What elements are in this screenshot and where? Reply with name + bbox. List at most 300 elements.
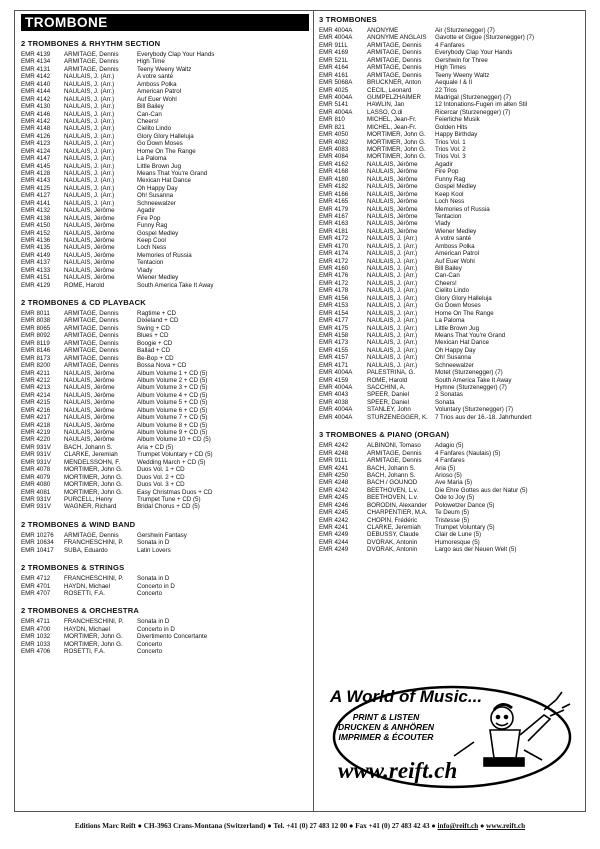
- composer: MORTIMER, John G.: [64, 466, 123, 474]
- catalog-row: [319, 399, 583, 406]
- title: South America Take It Away: [435, 376, 512, 384]
- title: Teeny Weeny Waltz: [435, 71, 490, 79]
- title: South America Take It Away: [137, 281, 214, 289]
- title: Wiener Medley: [137, 274, 179, 282]
- catalog-number: EMR 4248: [319, 479, 349, 487]
- title: American Patrol: [137, 88, 182, 96]
- catalog-row: [319, 362, 583, 369]
- section-title: 2 TROMBONES & CD PLAYBACK: [21, 298, 146, 307]
- composer: DVORAK, Antonin: [367, 538, 418, 546]
- catalog-number: EMR 4182: [319, 183, 349, 191]
- composer: ARMITAGE, Dennis: [64, 531, 119, 539]
- title: Funny Rag: [137, 222, 168, 230]
- catalog-row: [319, 325, 583, 332]
- catalog-row: [319, 339, 583, 346]
- composer: CLARKE, Jeremiah: [367, 524, 421, 531]
- composer: ARMITAGE, Dennis: [64, 58, 119, 66]
- title: Duos Vol. 3 + CD: [137, 481, 185, 489]
- title: Tristesse (5): [435, 516, 470, 524]
- composer: LASSO, O.di: [367, 108, 403, 116]
- catalog-number: EMR 4165: [319, 198, 349, 206]
- composer: ROSETTI, F.A.: [64, 590, 105, 597]
- catalog-row: [21, 140, 309, 147]
- catalog-row: [21, 362, 309, 369]
- catalog-number: EMR 911L: [319, 457, 348, 465]
- catalog-number: EMR 8173: [21, 354, 51, 362]
- catalog-number: EMR 4706: [21, 648, 51, 656]
- catalog-number: EMR 4043: [319, 391, 349, 399]
- title: Keep Kool: [435, 190, 464, 198]
- catalog-number: EMR 8146: [21, 347, 51, 355]
- catalog-row: [319, 72, 583, 79]
- catalog-row: [319, 139, 583, 146]
- catalog-row: [319, 79, 583, 86]
- composer: ANONYME: [367, 27, 399, 34]
- catalog-number: EMR 4130: [21, 103, 51, 111]
- composer: NAULAIS, J. (Arr.): [64, 147, 115, 155]
- composer: NAULAIS, J. (Arr.): [64, 73, 115, 81]
- catalog-number: EMR 1033: [21, 640, 51, 648]
- title: Little Brown Jug: [137, 162, 182, 170]
- catalog-number: EMR 4175: [319, 324, 349, 332]
- catalog-row: [319, 465, 583, 472]
- catalog-number: EMR 4123: [21, 140, 51, 148]
- catalog-number: EMR 4135: [21, 244, 51, 252]
- catalog-row: [319, 517, 583, 524]
- composer: ARMITAGE, Dennis: [367, 449, 422, 457]
- composer: NAULAIS, J. (Arr.): [64, 95, 115, 103]
- footer-email-link[interactable]: info@reift.ch: [437, 822, 479, 830]
- catalog-number: EMR 8065: [21, 324, 51, 332]
- composer: HAYDN, Michael: [64, 625, 110, 633]
- catalog-number: EMR 4150: [21, 222, 51, 230]
- catalog-row: [319, 243, 583, 250]
- title: Everybody Clap Your Hands: [137, 51, 215, 58]
- catalog-number: EMR 4153: [319, 302, 349, 310]
- catalog-row: [21, 148, 309, 155]
- catalog-number: EMR 4152: [21, 229, 51, 237]
- catalog-number: EMR 4171: [319, 361, 349, 369]
- catalog-row: [21, 259, 309, 266]
- composer: NAULAIS, Jérôme: [367, 220, 418, 228]
- catalog-row: [319, 332, 583, 339]
- title: 12 Intonations-Fugen im alten Stil: [435, 101, 528, 109]
- catalog-row: [319, 183, 583, 190]
- title: Latin Lovers: [137, 546, 171, 554]
- composer: ARMITAGE, Dennis: [367, 457, 422, 465]
- catalog-row: [319, 94, 583, 101]
- catalog-number: EMR 4712: [21, 575, 51, 583]
- catalog-number: EMR 4214: [21, 391, 51, 399]
- composer: NAULAIS, Jérôme: [64, 266, 115, 274]
- composer: GUMPELZHAIMER: [367, 93, 421, 101]
- catalog-row: [21, 185, 309, 192]
- composer: BORODIN, Alexander: [367, 501, 427, 509]
- catalog-row: [319, 384, 583, 391]
- composer: NAULAIS, J. (Arr.): [367, 324, 418, 332]
- composer: CECIL, Leonard: [367, 86, 412, 94]
- title: Mexican Hat Dance: [137, 177, 191, 185]
- composer: MORTIMER, John G.: [367, 153, 426, 161]
- composer: ROSETTI, F.A.: [64, 648, 105, 656]
- catalog-row: [21, 274, 309, 281]
- composer: ROME, Harold: [367, 376, 408, 384]
- catalog-row: [319, 391, 583, 398]
- catalog-row: [21, 414, 309, 421]
- catalog-number: EMR 4244: [319, 538, 349, 546]
- catalog-row: [21, 496, 309, 503]
- catalog-row: [21, 347, 309, 354]
- catalog-row: [319, 49, 583, 56]
- catalog-row: [319, 442, 583, 449]
- composer: HAYDN, Michael: [64, 582, 110, 590]
- catalog-number: EMR 4711: [21, 618, 50, 626]
- title: Trios Vol. 3: [435, 153, 466, 161]
- title: Aequale I & II: [435, 79, 473, 87]
- composer: PALESTRINA, G.: [367, 369, 416, 377]
- title: Te Deum (5): [435, 509, 470, 517]
- catalog-number: EMR 4176: [319, 272, 349, 280]
- composer: NAULAIS, Jérôme: [64, 406, 115, 414]
- composer: NAULAIS, J. (Arr.): [64, 140, 115, 148]
- catalog-row: [319, 280, 583, 287]
- catalog-row: [319, 206, 583, 213]
- title: Home On The Range: [435, 309, 494, 317]
- right-column: [319, 11, 583, 554]
- composer: NAULAIS, Jérôme: [367, 175, 418, 183]
- catalog-number: EMR 4241: [319, 524, 349, 531]
- page-banner: TROMBONE: [21, 14, 309, 31]
- title: Cielito Lindo: [435, 287, 470, 295]
- catalog-number: EMR 8011: [21, 310, 50, 317]
- catalog-row: [21, 451, 309, 458]
- catalog-row: [21, 310, 309, 317]
- title: Glory Glory Halleluja: [137, 132, 194, 140]
- composer: CHARPENTIER, M.A.: [367, 509, 428, 517]
- title: Duos Vol. 1 + CD: [137, 466, 185, 474]
- title: Schneewalzer: [435, 361, 474, 369]
- title: Hymne (Sturzenegger) (7): [435, 384, 507, 391]
- title: Loch Ness: [137, 244, 167, 252]
- title: Ballad + CD: [137, 347, 171, 355]
- catalog-number: EMR 4131: [21, 65, 51, 73]
- composer: BRUCKNER, Anton: [367, 79, 421, 87]
- title: Album Volume 10 + CD (5): [137, 436, 211, 444]
- catalog-number: EMR 4140: [21, 80, 51, 88]
- catalog-row: [21, 282, 309, 289]
- title: Arioso (5): [435, 471, 462, 479]
- title: Album Volume 4 + CD (5): [137, 391, 208, 399]
- catalog-row: [319, 546, 583, 553]
- composer: NAULAIS, J. (Arr.): [64, 80, 115, 88]
- title: Auf Euer Wohl: [435, 257, 475, 265]
- catalog-number: EMR 1032: [21, 633, 51, 641]
- composer: NAULAIS, Jérôme: [367, 198, 418, 206]
- composer: MENDELSSOHN, F.: [64, 458, 121, 466]
- catalog-row: [21, 399, 309, 406]
- logo-line1: PRINT & LISTEN: [352, 712, 420, 722]
- title: Polowetzer Dance (5): [435, 501, 495, 509]
- title: Can-Can: [137, 110, 162, 118]
- catalog-number: EMR 4701: [21, 582, 51, 590]
- composer: WAGNER, Richard: [64, 503, 117, 511]
- composer: NAULAIS, J. (Arr.): [367, 339, 418, 347]
- catalog-number: EMR 4242: [319, 516, 349, 524]
- catalog-row: [21, 192, 309, 199]
- footer-address: Editions Marc Reift ● CH-3963 Crans-Montana (Switzerland) ● Tel. +41 (0) 27 483 12 00 ● Fax +41 (0) 27 483 42 43 ●: [74, 822, 438, 830]
- catalog-number: EMR 8092: [21, 332, 51, 340]
- catalog-number: EMR 4177: [319, 317, 349, 325]
- composer: MORTIMER, John G.: [367, 131, 426, 139]
- catalog-row: [319, 406, 583, 413]
- composer: BEETHOVEN, L.v.: [367, 486, 419, 494]
- footer-web-link[interactable]: www.reift.ch: [486, 822, 526, 830]
- title: Amboss Polka: [137, 80, 177, 88]
- catalog-number: EMR 4161: [319, 71, 349, 79]
- catalog-row: [319, 168, 583, 175]
- composer: MORTIMER, John G.: [64, 640, 123, 648]
- catalog-number: EMR 4181: [319, 227, 349, 235]
- composer: STURZENEGGER, K.: [367, 413, 428, 421]
- left-column: [21, 11, 309, 656]
- catalog-number: EMR 4082: [319, 138, 349, 146]
- catalog-row: [319, 310, 583, 317]
- composer: BACH, Johann S.: [64, 443, 113, 451]
- catalog-number: EMR 4250: [319, 471, 349, 479]
- reift-logo: [324, 680, 574, 792]
- catalog-number: EMR 4178: [319, 287, 349, 295]
- catalog-number: EMR 4151: [21, 274, 51, 282]
- composer: ARMITAGE, Dennis: [64, 317, 119, 325]
- footer-separator: ●: [478, 822, 487, 830]
- catalog-row: [21, 88, 309, 95]
- composer: NAULAIS, J. (Arr.): [64, 170, 115, 177]
- catalog-number: EMR 4174: [319, 250, 349, 258]
- title: Feierliche Musik: [435, 116, 480, 124]
- catalog-number: EMR 4124: [21, 147, 51, 155]
- title: Teeny Weeny Waltz: [137, 65, 192, 73]
- composer: NAULAIS, J. (Arr.): [367, 294, 418, 302]
- catalog-number: EMR 4245: [319, 509, 349, 517]
- catalog-number: EMR 4172: [319, 279, 349, 287]
- composer: MICHEL, Jean-Fr.: [367, 123, 417, 131]
- title: Swing + CD: [137, 324, 170, 332]
- title: Loch Ness: [435, 198, 465, 206]
- catalog-number: EMR 4139: [21, 51, 51, 58]
- title: High Time: [137, 58, 165, 66]
- catalog-row: [319, 116, 583, 123]
- catalog-number: EMR 4132: [21, 207, 51, 215]
- catalog-row: [319, 161, 583, 168]
- composer: NAULAIS, Jérôme: [64, 391, 115, 399]
- composer: NAULAIS, Jérôme: [367, 168, 418, 176]
- composer: NAULAIS, J. (Arr.): [64, 162, 115, 170]
- catalog-number: EMR 4142: [21, 73, 51, 81]
- title: Concerto: [137, 640, 163, 648]
- title: A votre santé: [435, 235, 472, 243]
- catalog-row: [319, 258, 583, 265]
- catalog-number: EMR 4004A: [319, 27, 353, 34]
- title: Gospel Medley: [137, 229, 179, 237]
- catalog-number: EMR 4170: [319, 242, 349, 250]
- catalog-row: [319, 539, 583, 546]
- composer: ARMITAGE, Dennis: [64, 347, 119, 355]
- catalog-row: [21, 317, 309, 324]
- title: La Paloma: [137, 155, 167, 163]
- title: Ragtime + CD: [137, 310, 177, 317]
- catalog-row: [319, 146, 583, 153]
- composer: ARMITAGE, Dennis: [64, 362, 119, 370]
- catalog-number: EMR 4180: [319, 175, 349, 183]
- catalog-row: [21, 503, 309, 510]
- catalog-row: [21, 177, 309, 184]
- catalog-number: EMR 4142: [21, 95, 51, 103]
- catalog-number: EMR 4080: [21, 481, 51, 489]
- catalog-number: EMR 8119: [21, 339, 50, 347]
- catalog-row: [21, 66, 309, 73]
- composer: NAULAIS, J. (Arr.): [64, 155, 115, 163]
- catalog-row: [21, 244, 309, 251]
- catalog-number: EMR 4242: [319, 442, 349, 450]
- title: Keep Cool: [137, 236, 166, 244]
- catalog-row: [21, 96, 309, 103]
- catalog-number: EMR 4148: [21, 125, 51, 133]
- catalog-row: [21, 618, 309, 625]
- composer: NAULAIS, Jérôme: [64, 207, 115, 215]
- title: 4 Fanfares (Naulais) (5): [435, 449, 501, 457]
- catalog-row: [319, 265, 583, 272]
- title: Concerto in D: [137, 625, 175, 633]
- title: Can-Can: [435, 272, 460, 280]
- title: Gospel Medley: [435, 183, 477, 191]
- catalog-number: EMR 931V: [21, 443, 51, 451]
- section-title: 2 TROMBONES & STRINGS: [21, 563, 125, 573]
- composer: NAULAIS, J. (Arr.): [367, 257, 418, 265]
- title: Wiener Medley: [435, 227, 477, 235]
- catalog-number: EMR 521L: [319, 56, 349, 64]
- title: Album Volume 6 + CD (5): [137, 406, 208, 414]
- catalog-row: [21, 237, 309, 244]
- title: Ode to Joy (5): [435, 494, 475, 502]
- title: Oh Happy Day: [435, 346, 476, 354]
- catalog-number: EMR 4125: [21, 184, 51, 192]
- catalog-number: EMR 4004A: [319, 384, 353, 391]
- catalog-number: EMR 4145: [21, 162, 51, 170]
- composer: NAULAIS, J. (Arr.): [367, 309, 418, 317]
- title: American Patrol: [435, 250, 480, 258]
- catalog-number: EMR 4166: [319, 190, 349, 198]
- catalog-row: [21, 459, 309, 466]
- catalog-number: EMR 4137: [21, 259, 51, 267]
- catalog-row: [319, 457, 583, 464]
- composer: FRANCHESCHINI, P.: [64, 575, 124, 583]
- catalog-number: EMR 10276: [21, 531, 54, 539]
- title: Bill Bailey: [435, 265, 462, 272]
- title: Mexican Hat Dance: [435, 339, 489, 347]
- catalog-row: [21, 118, 309, 125]
- title: Means That You're Grand: [435, 331, 506, 339]
- composer: NAULAIS, Jérôme: [367, 190, 418, 198]
- catalog-row: [21, 207, 309, 214]
- catalog-row: [21, 489, 309, 496]
- composer: NAULAIS, J. (Arr.): [64, 117, 115, 125]
- catalog-number: EMR 810: [319, 116, 345, 124]
- title: 4 Fanfares: [435, 457, 465, 465]
- catalog-row: [21, 340, 309, 347]
- catalog-number: EMR 931V: [21, 451, 51, 459]
- catalog-row: [21, 648, 309, 655]
- catalog-number: EMR 4248: [319, 449, 349, 457]
- catalog-number: EMR 4179: [319, 205, 349, 213]
- title: Trumpet Voluntary + CD (5): [137, 451, 213, 459]
- title: Schneewalzer: [137, 199, 176, 207]
- catalog-row: [21, 252, 309, 259]
- catalog-row: [21, 332, 309, 339]
- composer: NAULAIS, J. (Arr.): [367, 302, 418, 310]
- catalog-number: EMR 4128: [21, 170, 51, 177]
- title: Concerto: [137, 648, 163, 656]
- composer: NAULAIS, Jérôme: [367, 205, 418, 213]
- catalog-row: [319, 250, 583, 257]
- catalog-row: [21, 392, 309, 399]
- composer: NAULAIS, J. (Arr.): [64, 177, 115, 185]
- composer: NAULAIS, Jérôme: [64, 214, 115, 222]
- catalog-row: [319, 124, 583, 131]
- catalog-row: [21, 73, 309, 80]
- catalog-number: EMR 4168: [319, 168, 349, 176]
- title: Trumpet Tune + CD (5): [137, 495, 201, 503]
- composer: NAULAIS, Jérôme: [64, 429, 115, 436]
- catalog-row: [21, 474, 309, 481]
- composer: ARMITAGE, Dennis: [367, 71, 422, 79]
- title: Agadir: [435, 160, 453, 168]
- section-title: 3 TROMBONES & PIANO (ORGAN): [319, 430, 450, 440]
- composer: MICHEL, Jean-Fr.: [367, 116, 417, 124]
- catalog-number: EMR 931V: [21, 503, 51, 511]
- catalog-row: [21, 547, 309, 554]
- title: Album Volume 5 + CD (5): [137, 399, 208, 407]
- catalog-row: [21, 633, 309, 640]
- title: Trumpet Voluntary (5): [435, 524, 495, 531]
- catalog-number: EMR 4220: [21, 436, 51, 444]
- catalog-row: [21, 111, 309, 118]
- title: Boogie + CD: [137, 339, 173, 347]
- catalog-row: [319, 479, 583, 486]
- title: Fire Pop: [137, 214, 161, 222]
- catalog-row: [21, 444, 309, 451]
- catalog-number: EMR 4050: [319, 131, 349, 139]
- catalog-row: [21, 436, 309, 443]
- catalog-row: [21, 170, 309, 177]
- composer: SPEER, Daniel: [367, 398, 409, 406]
- composer: ARMITAGE, Dennis: [64, 310, 119, 317]
- composer: NAULAIS, J. (Arr.): [64, 192, 115, 200]
- title: 2 Sonatas: [435, 391, 463, 399]
- title: Sonata: [435, 398, 455, 406]
- catalog-number: EMR 4079: [21, 473, 51, 481]
- composer: NAULAIS, Jérôme: [64, 259, 115, 267]
- title: Everybody Clap Your Hands: [435, 49, 513, 57]
- catalog-row: [21, 103, 309, 110]
- catalog-number: EMR 4133: [21, 266, 51, 274]
- composer: ARMITAGE, Dennis: [64, 65, 119, 73]
- catalog-row: [319, 347, 583, 354]
- composer: NAULAIS, Jérôme: [64, 244, 115, 252]
- catalog-row: [21, 641, 309, 648]
- composer: BACH, Johann S.: [367, 471, 416, 479]
- catalog-row: [21, 407, 309, 414]
- catalog-number: EMR 10417: [21, 546, 54, 554]
